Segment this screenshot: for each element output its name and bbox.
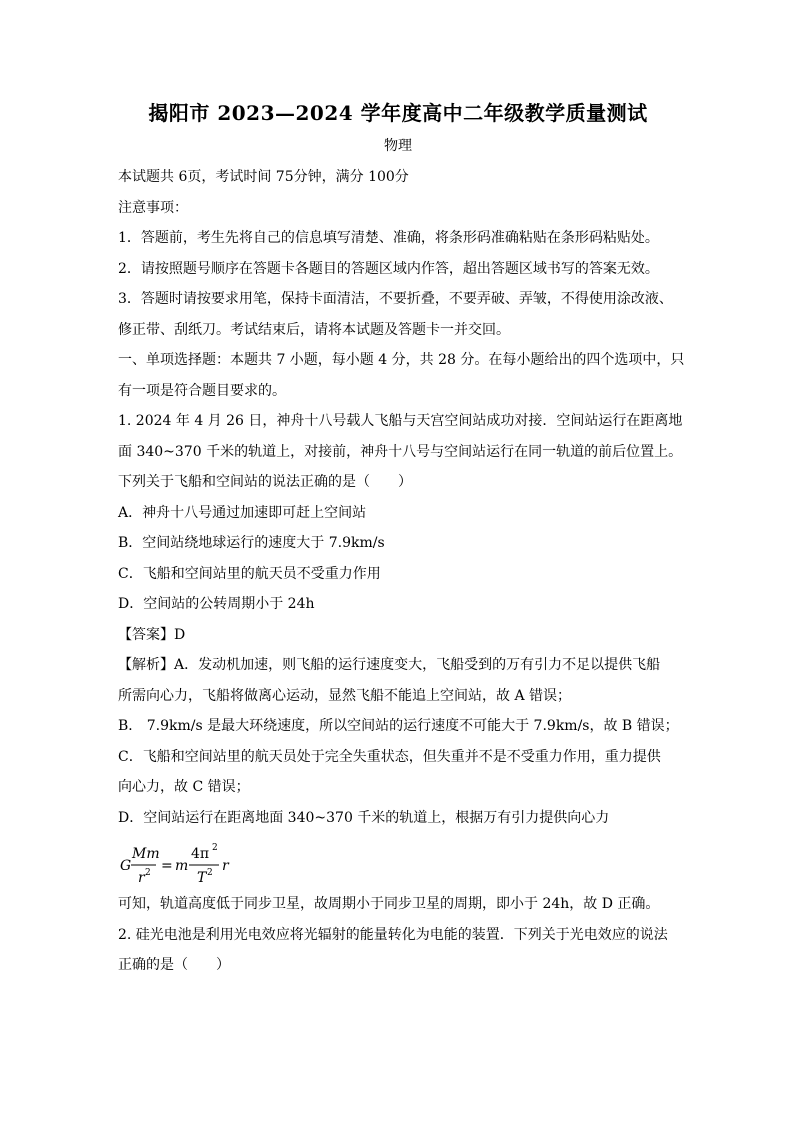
question-2-stem: 正确的是（ ） bbox=[118, 957, 230, 973]
note-line: 修正带、刮纸刀。考试结束后，请将本试题及答题卡一并交回。 bbox=[118, 321, 510, 338]
analysis-line: D．空间站运行在距离地面 340~370 千米的轨道上，根据万有引力提供向心力 bbox=[118, 809, 610, 826]
formula-num2: 4π bbox=[191, 846, 210, 862]
conclusion-line: 可知，轨道高度低于同步卫星，故周期小于同步卫星的周期，即小于 24h，故 D 正确。 bbox=[118, 896, 660, 912]
section-heading-cont: 有一项是符合题目要求的。 bbox=[118, 382, 286, 399]
note-line: 3．答题时请按要求用笔，保持卡面清洁，不要折叠，不要弄破、弄皱，不得使用涂改液、 bbox=[118, 291, 673, 307]
page-title: 揭阳市 2023—2024 学年度高中二年级教学质量测试 bbox=[148, 101, 648, 125]
formula-eq: = bbox=[161, 858, 173, 874]
option-d: D．空间站的公转周期小于 24h bbox=[118, 596, 315, 612]
subject-label: 物理 bbox=[384, 138, 412, 154]
formula-G: G bbox=[120, 858, 132, 874]
note-line: 1．答题前，考生先将自己的信息填写清楚、准确，将条形码准确粘贴在条形码粘贴处。 bbox=[118, 230, 659, 246]
option-b: B．空间站绕地球运行的速度大于 7.9km/s bbox=[118, 535, 385, 551]
question-1-stem: 面 340~370 千米的轨道上，对接前，神舟十八号与空间站运行在同一轨道的前后位置上。 bbox=[118, 443, 683, 460]
exam-info: 本试题共 6页，考试时间 75分钟，满分 100分 bbox=[118, 169, 409, 185]
question-1-stem: 下列关于飞船和空间站的说法正确的是（ ） bbox=[118, 474, 412, 490]
formula-m: m bbox=[175, 858, 189, 874]
formula-sq2: 2 bbox=[212, 843, 218, 853]
note-line: 2．请按照题号顺序在答题卡各题目的答题区域内作答，超出答题区域书写的答案无效。 bbox=[118, 260, 659, 277]
formula-den2: T bbox=[197, 870, 207, 886]
notes-heading: 注意事项： bbox=[118, 199, 188, 216]
formula-sq1: 2 bbox=[145, 868, 151, 878]
analysis-line: 所需向心力，飞船将做离心运动，显然飞船不能追上空间站，故 A 错误； bbox=[118, 687, 572, 704]
section-heading: 一、单项选择题：本题共 7 小题，每小题 4 分，共 28 分。在每小题给出的四个选项中，只 bbox=[118, 352, 685, 368]
exam-page bbox=[118, 98, 685, 981]
formula-num1: Mm bbox=[132, 846, 160, 862]
analysis-line: 向心力，故 C 错误； bbox=[118, 779, 250, 795]
option-a: A．神舟十八号通过加速即可赶上空间站 bbox=[118, 504, 367, 521]
question-2-stem: 2. 硅光电池是利用光电效应将光辐射的能量转化为电能的装置．下列关于光电效应的说法 bbox=[118, 926, 668, 943]
formula-den1: r bbox=[138, 870, 145, 886]
analysis-line: B． 7.9km/s 是最大环绕速度，所以空间站的运行速度不可能大于 7.9km/s，故 B 错误； bbox=[118, 718, 679, 734]
formula-r: r bbox=[222, 858, 229, 874]
analysis-line: 【解析】A．发动机加速，则飞船的运行速度变大，飞船受到的万有引力不足以提供飞船 bbox=[118, 657, 661, 673]
question-1-stem: 1. 2024 年 4 月 26 日，神舟十八号载人飞船与天宫空间站成功对接．空间站运行在距离地 bbox=[118, 413, 683, 429]
analysis-line: C．飞船和空间站里的航天员处于完全失重状态，但失重并不是不受重力作用，重力提供 bbox=[118, 748, 661, 765]
formula-sq3: 2 bbox=[207, 868, 213, 878]
answer-label: 【答案】D bbox=[118, 626, 186, 643]
gravitation-formula bbox=[118, 833, 678, 889]
option-c: C．飞船和空间站里的航天员不受重力作用 bbox=[118, 565, 381, 582]
